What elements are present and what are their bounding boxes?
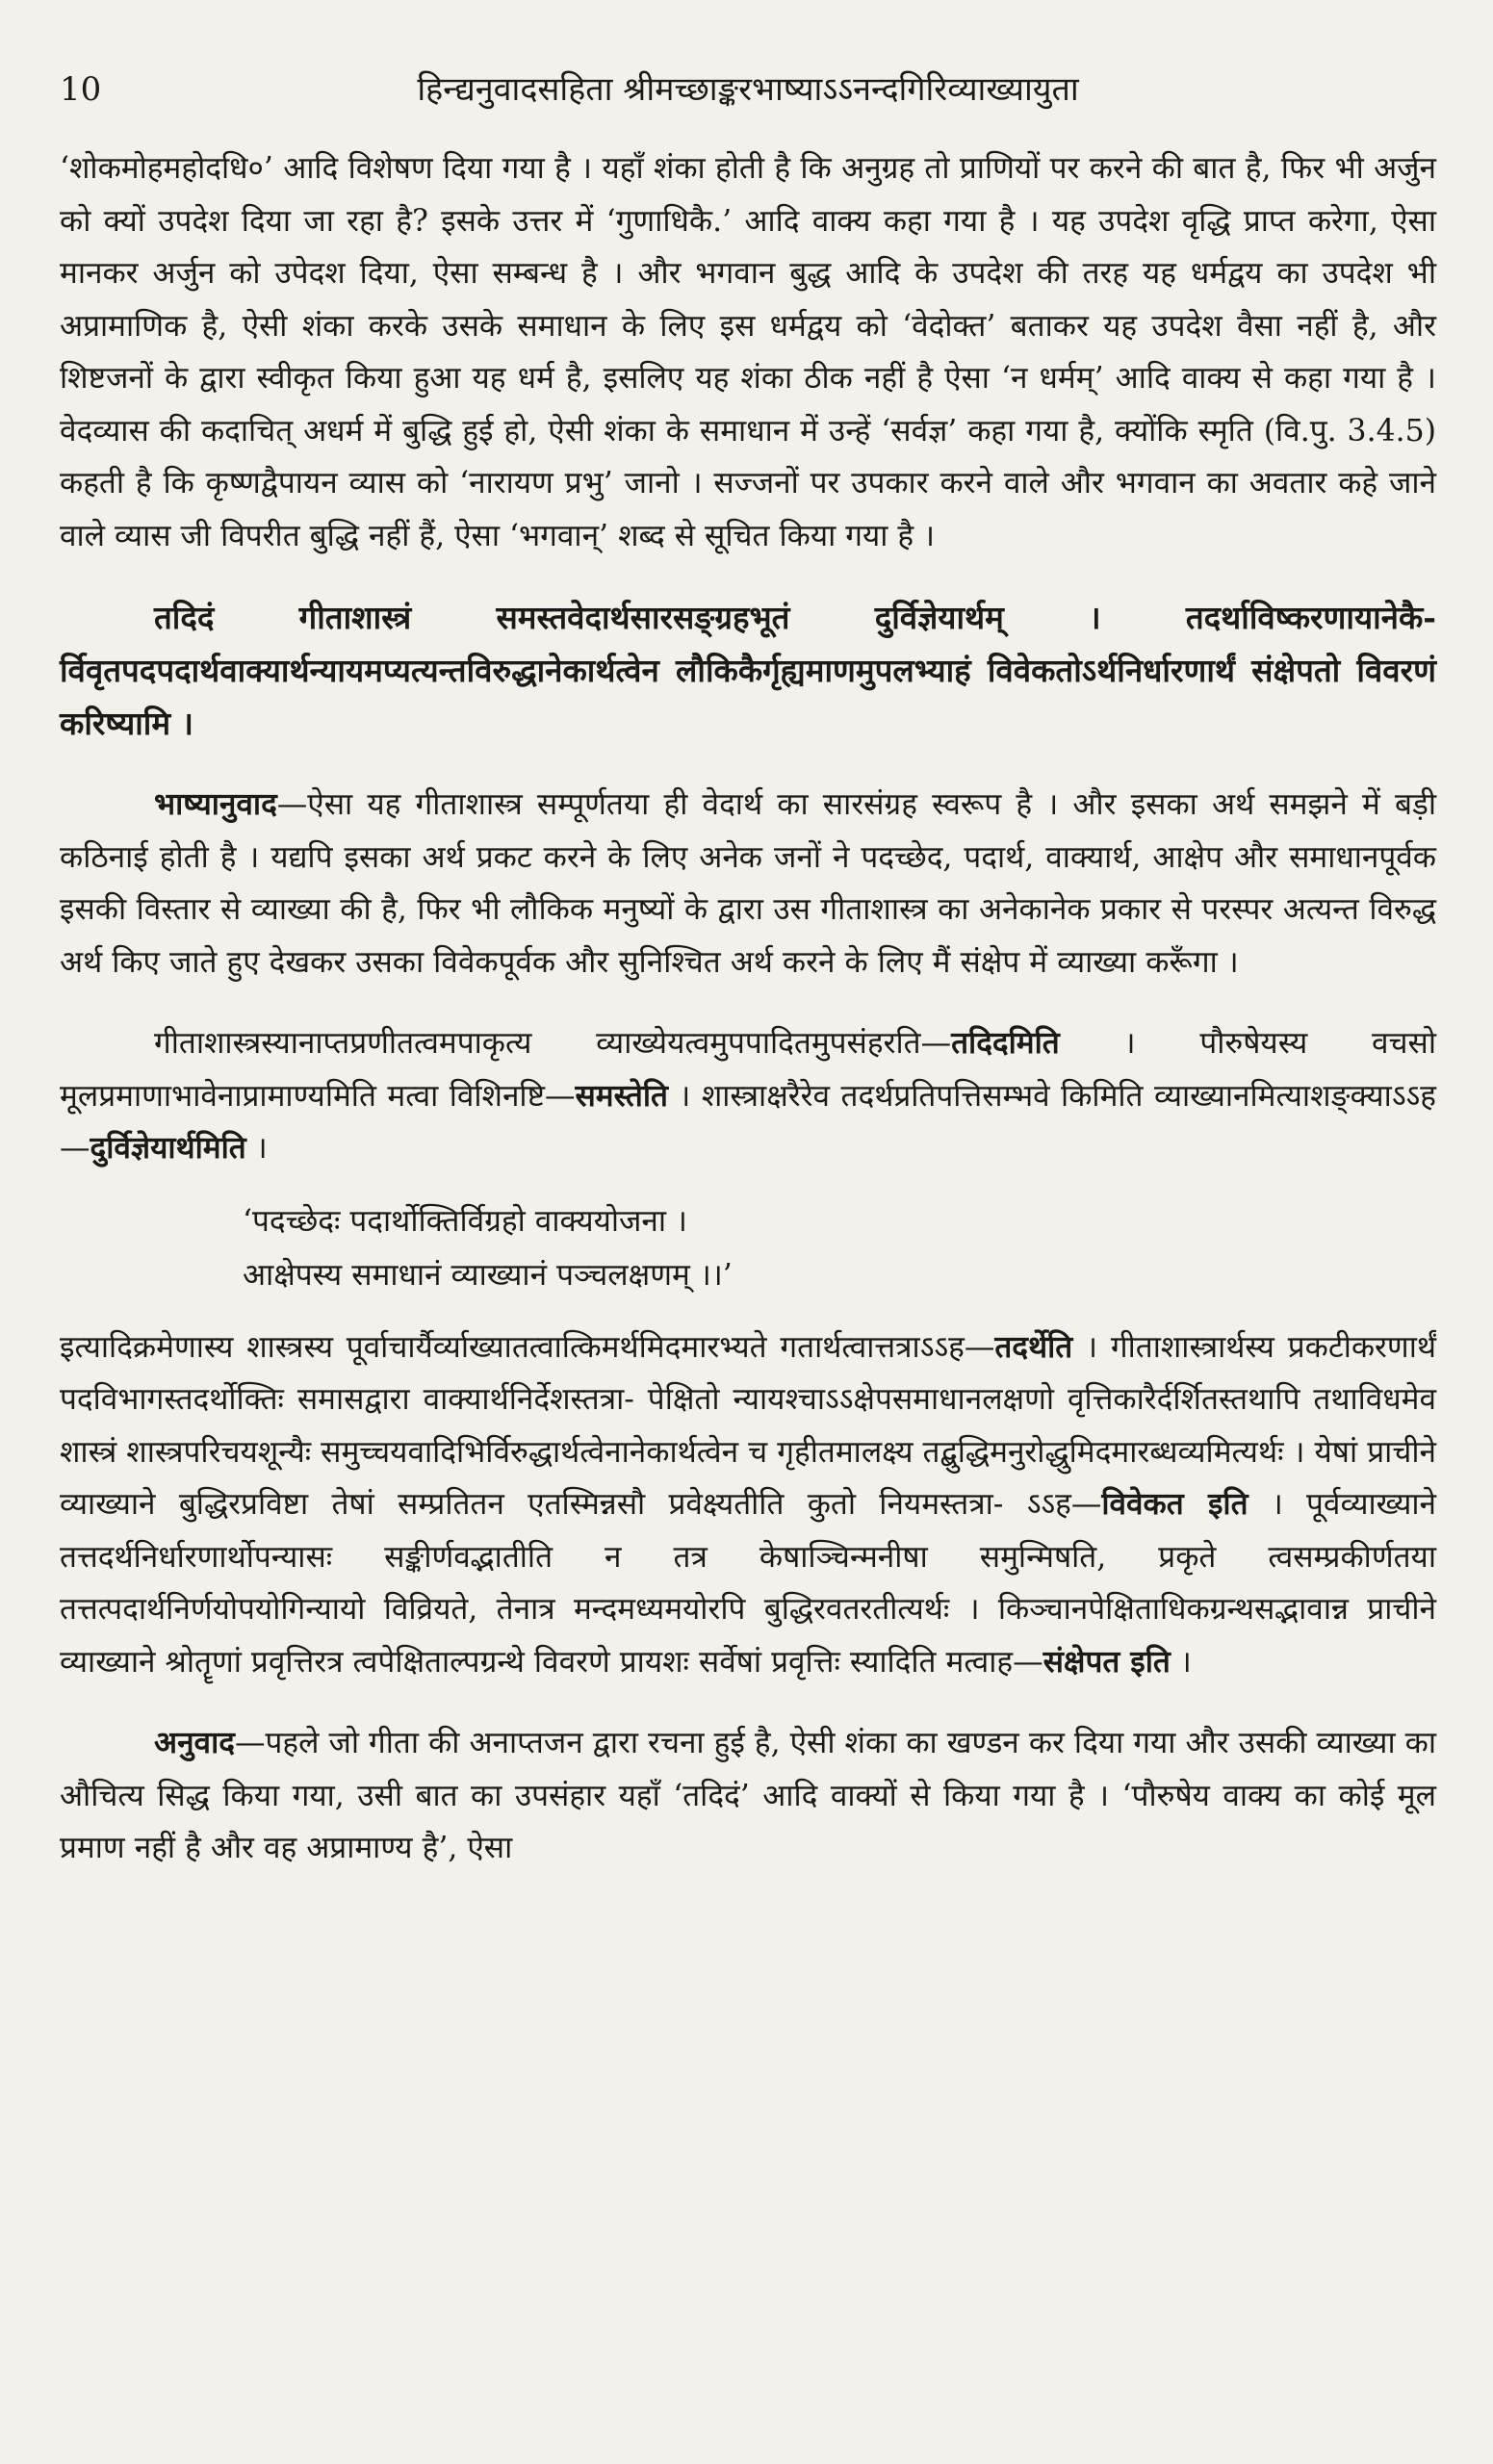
anuvad-paragraph	[60, 1717, 1436, 1875]
verse-line-1: ‘पदच्छेदः पदार्थोक्तिर्विग्रहो वाक्ययोजना ।	[243, 1203, 687, 1239]
anuvad-label: अनुवाद	[154, 1725, 235, 1760]
tika1-text-3: । शास्त्राक्षरैरेव तदर्थप्रतिपत्तिसम्भवे किमिति व्याख्यानमित्याशङ्क्याऽऽह—	[60, 1078, 1436, 1166]
bhashyanuvad-label: भाष्यानुवाद	[154, 786, 277, 822]
page-number: 10	[60, 70, 102, 109]
tika1-keyword-3: दुर्विज्ञेयार्थमिति	[90, 1130, 246, 1166]
tika1-text-4: ।	[245, 1131, 268, 1166]
verse-line-2: आक्षेपस्य समाधानं व्याख्यानं पञ्चलक्षणम् ।।’	[243, 1257, 733, 1293]
tika-paragraph-1	[60, 1017, 1436, 1175]
running-head	[60, 56, 1436, 123]
bhashyanuvad-text: —ऐसा यह गीताशास्त्र सम्पूर्णतया ही वेदार्थ का सारसंग्रह स्वरूप है । और इसका अर्थ समझने में बड़ी कठिनाई होती है । यद्यपि इसका अर्थ प्रकट करने के लिए अनेक जनों ने पदच्छेद, पदार्थ, वाक्यार्थ, आक्षेप और समाधानपूर्वक इसकी विस्तार से व्याख्या की है, फिर भी लौकिक मनुष्यों के द्वारा उस गीताशास्त्र का अनेकानेक प्रकार से परस्पर अत्यन्त विरुद्ध अर्थ किए जाते हुए देखकर उसका विवेकपूर्वक और सुनिश्चित अर्थ करने के लिए मैं संक्षेप में व्याख्या करूँगा ।	[60, 787, 1436, 980]
tika1-text-1: गीताशास्त्रस्यानाप्तप्रणीतत्वमपाकृत्य व्याख्येयत्वमुपपादितमुपसंहरति—	[154, 1026, 952, 1061]
tika2-text-4: ।	[1170, 1644, 1192, 1680]
tika-paragraph-2	[60, 1322, 1436, 1689]
bhashyanuvad-paragraph	[60, 779, 1436, 988]
book-page	[60, 56, 1436, 2424]
hindi-paragraph-1: ‘शोकमोहमहोदधि०’ आदि विशेषण दिया गया है । यहाँ शंका होती है कि अनुग्रह तो प्राणियों पर करने की बात है, फिर भी अर्जुन को क्यों उपदेश दिया जा रहा है? इसके उत्तर में ‘गुणाधिकै.’ आदि वाक्य कहा गया है । यह उपदेश वृद्धि प्राप्त करेगा, ऐसा मानकर अर्जुन को उपेदश दिया, ऐसा सम्बन्ध है । और भगवान बुद्ध आदि के उपदेश की तरह यह धर्मद्वय का उपदेश भी अप्रामाणिक है, ऐसी शंका करके उसके समाधान के लिए इस धर्मद्वय को ‘वेदोक्त’ बताकर यह उपदेश वैसा नहीं है, और शिष्टजनों के द्वारा स्वीकृत किया हुआ यह धर्म है, इसलिए यह शंका ठीक नहीं है ऐसा ‘न धर्मम्’ आदि वाक्य से कहा गया है । वेदव्यास की कदाचित् अधर्म में बुद्धि हुई हो, ऐसी शंका के समाधान में उन्हें ‘सर्वज्ञ’ कहा गया है, क्योंकि स्मृति (वि.पु. 3.4.5) कहती है कि कृष्णद्वैपायन व्यास को ‘नारायण प्रभु’ जानो । सज्जनों पर उपकार करने वाले और भगवान का अवतार कहे जाने वाले व्यास जी विपरीत बुद्धि नहीं हैं, ऐसा ‘भगवान्’ शब्द से सूचित किया गया है ।	[60, 151, 1436, 553]
anuvad-text: —पहले जो गीता की अनाप्तजन द्वारा रचना हुई है, ऐसी शंका का खण्डन कर दिया गया और उसकी व्याख्या का औचित्य सिद्ध किया गया, उसी बात का उपसंहार यहाँ ‘तदिदं’ आदि वाक्यों से किया गया है । ‘पौरुषेय वाक्य का कोई मूल प्रमाण नहीं है और वह अप्रामाण्य है’, ऐसा	[60, 1726, 1436, 1865]
tika1-keyword-2: समस्तेति	[575, 1077, 668, 1114]
tika2-text-2: । गीताशास्त्रार्थस्य प्रकटीकरणार्थं पदविभागस्तदर्थोक्तिः समासद्वारा वाक्यार्थनिर्देशस्तत्रा- पेक्षितो न्यायश्चाऽऽक्षेपसमाधानलक्षणो वृत्तिकारैर्दर्शितस्तथापि तथाविधमेव शास्त्रं शास्त्रपरिचयशून्यैः समुच्चयवादिभिर्विरुद्धार्थत्वेनानेकार्थत्वेन च गृहीतमालक्ष्य तद्बुद्धिमनुरोद्धुमिदमारब्धव्यमित्यर्थः । येषां प्राचीने व्याख्याने बुद्धिरप्रविष्टा तेषां सम्प्रतितन एतस्मिन्नसौ प्रवेक्ष्यतीति कुतो नियमस्तत्रा- ऽऽह—	[60, 1329, 1436, 1522]
bhashya-sanskrit: तदिदं गीताशास्त्रं समस्तवेदार्थसारसङ्ग्रहभूतं दुर्विज्ञेयार्थम् । तदर्थाविष्करणायानेकै- र्विवृतपदपदार्थवाक्यार्थन्यायमप्यत्यन्तविरुद्धानेकार्थत्वेन लौकिकैर्गृह्यमाणमुपलभ्याहं विवेकतोऽर्थनिर्धारणार्थं संक्षेपतो विवरणं करिष्यामि ।	[60, 599, 1436, 742]
tika2-keyword-2: विवेकत इति	[1101, 1486, 1248, 1522]
running-title: हिन्द्यनुवादसहिता श्रीमच्छाङ्करभाष्याऽऽनन्दगिरिव्याख्यायुता	[417, 70, 1079, 109]
tika2-text-3: । पूर्वव्याख्याने तत्तदर्थनिर्धारणार्थोपन्यासः सङ्कीर्णवद्भातीति न तत्र केषाञ्चिन्मनीषा समुन्मिषति, प्रकृते त्वसम्प्रकीर्णतया तत्तत्पदार्थनिर्णयोपयोगिन्यायो विव्रियते, तेनात्र मन्दमध्यमयोरपि बुद्धिरवतरतीत्यर्थः । किञ्चानपेक्षिताधिकग्रन्थसद्भावान्न प्राचीने व्याख्याने श्रोतॄणां प्रवृत्तिरत्र त्वपेक्षिताल्पग्रन्थे विवरणे प्रायशः सर्वेषां प्रवृत्तिः स्यादिति मत्वाह—	[60, 1487, 1436, 1680]
tika1-keyword-1: तदिदमिति	[951, 1025, 1060, 1061]
tika2-keyword-3: संक्षेपत इति	[1043, 1643, 1171, 1680]
tika2-keyword-1: तदर्थेति	[994, 1328, 1073, 1365]
tika1-text-2: । पौरुषेयस्य वचसो मूलप्रमाणाभावेनाप्रामाण्यमिति मत्वा विशिनष्टि—	[60, 1026, 1436, 1114]
tika2-text-1: इत्यादिक्रमेणास्य शास्त्रस्य पूर्वाचार्यैर्व्याख्यातत्वात्किमर्थमिदमारभ्यते गतार्थत्वात्तत्राऽऽह—	[60, 1329, 995, 1365]
